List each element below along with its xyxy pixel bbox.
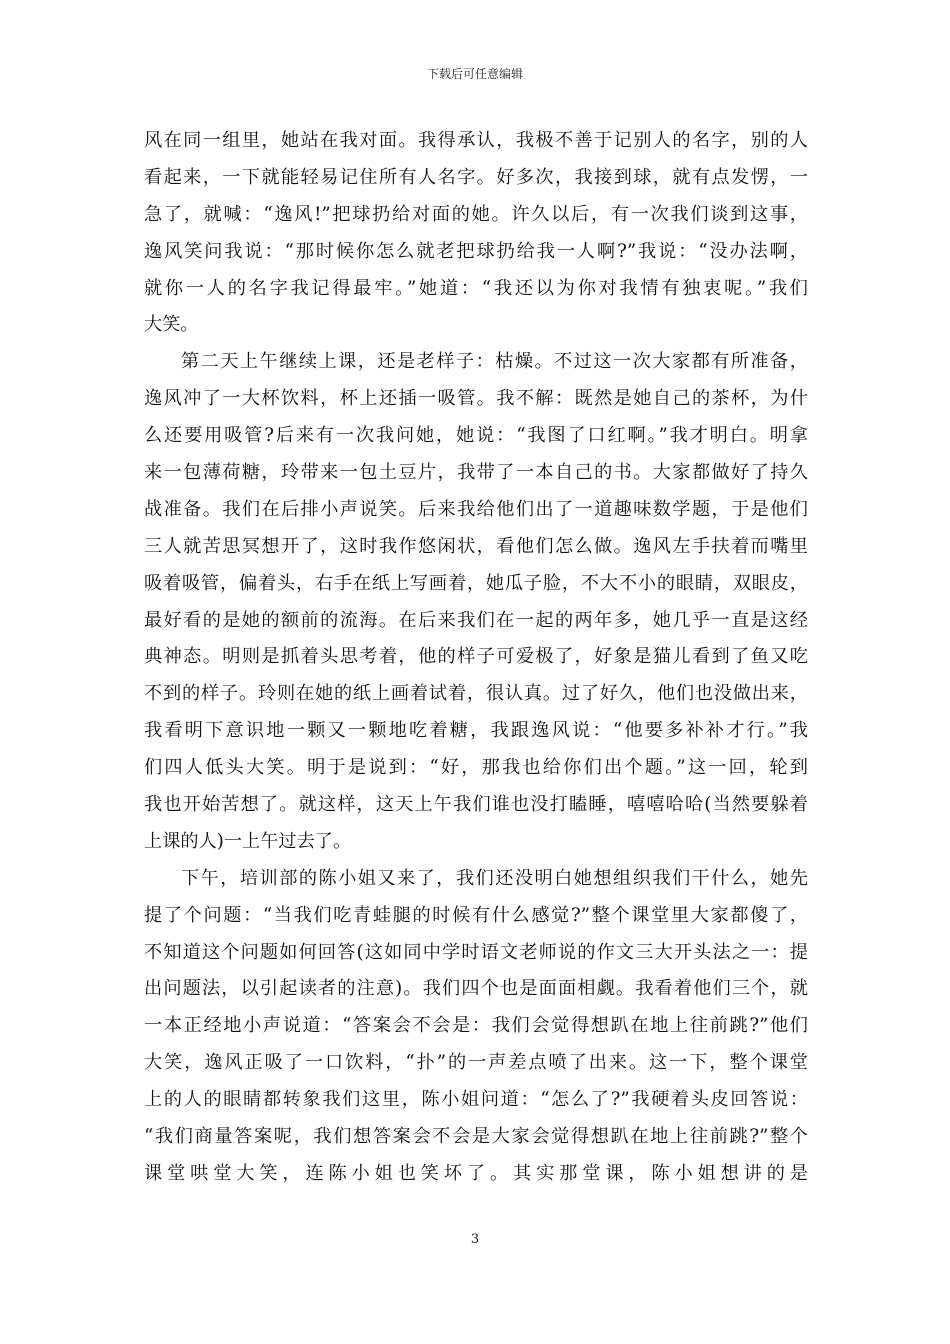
text-line: 最好看的是她的额前的流海。在后来我们在一起的两年多，她几乎一直是这经 — [144, 609, 808, 631]
text-line: 三人就苦思冥想开了，这时我作悠闲状，看他们怎么做。逸风左手扶着而嘴里 — [144, 535, 808, 557]
text-line: 风在同一组里，她站在我对面。我得承认，我极不善于记别人的名字，别的人 — [144, 130, 808, 151]
text-line: 们四人低头大笑。明于是说到：“好，那我也给你们出个题。”这一回，轮到 — [144, 757, 808, 779]
text-line: 上课的人)一上午过去了。 — [144, 830, 352, 852]
text-line: 逸风笑问我说：“那时候你怎么就老把球扔给我一人啊?”我说：“没办法啊， — [144, 240, 808, 262]
body-text — [144, 123, 808, 1193]
text-line: 就你一人的名字我记得最牢。”她道：“我还以为你对我情有独衷呢。”我们 — [144, 277, 808, 299]
text-line: 我看明下意识地一颗又一颗地吃着糖，我跟逸风说：“他要多补补才行。”我 — [144, 720, 808, 742]
text-line: “我们商量答案呢，我们想答案会不会是大家会觉得想趴在地上往前跳?”整个 — [144, 1126, 808, 1148]
paragraph — [144, 123, 808, 344]
text-line: 出问题法，以引起读者的注意)。我们四个也是面面相觑。我看着他们三个，就 — [144, 978, 808, 1000]
text-line: 不到的样子。玲则在她的纸上画着试着，很认真。过了好久，他们也没做出来， — [144, 683, 808, 705]
text-line: 第二天上午继续上课，还是老样子：枯燥。不过这一次大家都有所准备， — [181, 351, 808, 373]
text-line: 战准备。我们在后排小声说笑。后来我给他们出了一道趣味数学题，于是他们 — [144, 498, 808, 520]
page-header: 下载后可任意编辑 — [426, 67, 523, 81]
text-line: 课堂哄堂大笑，连陈小姐也笑坏了。其实那堂课，陈小姐想讲的是 — [144, 1162, 808, 1184]
text-line: 么还要用吸管?后来有一次我问她，她说：“我图了口红啊。”我才明白。明拿 — [144, 425, 808, 447]
text-line: 上的人的眼睛都转象我们这里，陈小姐问道：“怎么了?”我硬着头皮回答说： — [144, 1089, 808, 1111]
text-line: 大笑。 — [144, 314, 199, 336]
text-line: 下午，培训部的陈小姐又来了，我们还没明白她想组织我们干什么，她先 — [181, 867, 808, 889]
text-line: 一本正经地小声说道：“答案会不会是：我们会觉得想趴在地上往前跳?”他们 — [144, 1015, 808, 1037]
text-line: 急了，就喊：“逸风!”把球扔给对面的她。许久以后，有一次我们谈到这事， — [144, 203, 808, 225]
text-line: 提了个问题：“当我们吃青蛙腿的时候有什么感觉?”整个课堂里大家都傻了， — [144, 904, 808, 926]
text-line: 大笑，逸风正吸了一口饮料，“扑”的一声差点喷了出来。这一下，整个课堂 — [144, 1052, 808, 1074]
text-line: 逸风冲了一大杯饮料，杯上还插一吸管。我不解：既然是她自己的茶杯，为什 — [144, 388, 808, 410]
paragraph — [144, 861, 808, 1193]
text-line: 我也开始苦想了。就这样，这天上午我们谁也没打瞌睡，嘻嘻哈哈(当然要躲着 — [144, 794, 808, 816]
page-number: 3 — [470, 1232, 480, 1247]
text-line: 来一包薄荷糖，玲带来一包土豆片，我带了一本自己的书。大家都做好了持久 — [144, 462, 808, 484]
text-line: 看起来，一下就能轻易记住所有人名字。好多次，我接到球，就有点发愣，一 — [144, 166, 808, 188]
paragraph — [144, 344, 808, 860]
text-line: 不知道这个问题如何回答(这如同中学时语文老师说的作文三大开头法之一：提 — [144, 941, 808, 963]
text-line: 吸着吸管，偏着头，右手在纸上写画着，她瓜子脸，不大不小的眼睛，双眼皮， — [144, 572, 808, 594]
text-line: 典神态。明则是抓着头思考着，他的样子可爱极了，好象是猫儿看到了鱼又吃 — [144, 646, 808, 668]
